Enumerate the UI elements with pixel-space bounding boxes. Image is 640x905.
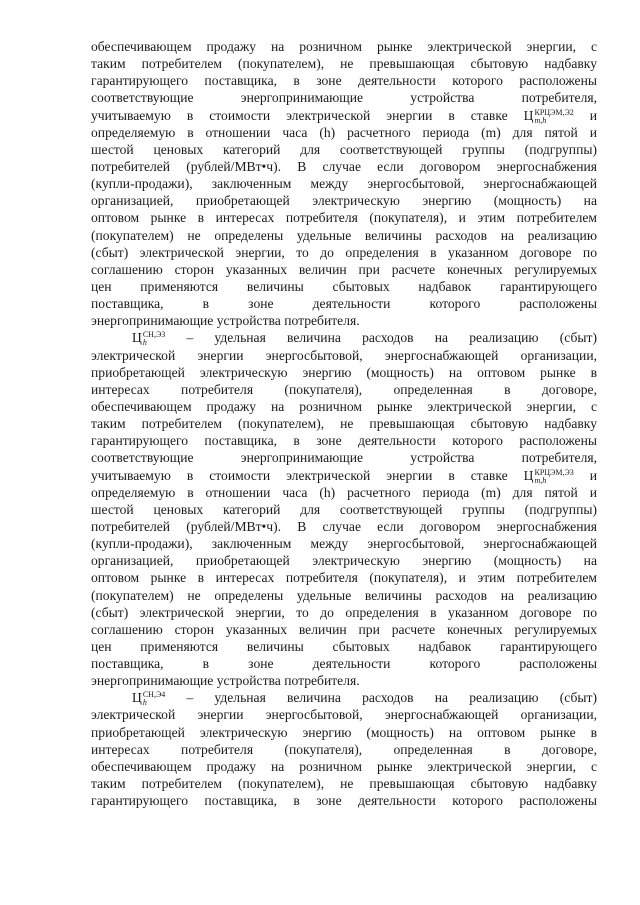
text-line-with-formula: учитываемую в стоимости электрической энергии в ставке Ц КРЦЭМ,Э3 m,h и: [91, 467, 597, 484]
text-line: энергопринимающие устройства потребителя.: [91, 313, 360, 329]
text-line: шестой ценовых категорий для соответствующей группы (подгруппы): [91, 141, 597, 157]
text-line: приобретающей электрическую энергию (мощность) на оптовом рынке в: [91, 364, 597, 380]
formula-symbol: Ц СН,Э4 h: [132, 690, 166, 707]
text-line: таким потребителем (покупателем), не превышающая сбытовую надбавку: [91, 56, 597, 72]
text-line: потребителей (рублей/МВт•ч). В случае если договором энергоснабжения: [91, 518, 597, 534]
text-line: (купли-продажи), заключенным между энергосбытовой, энергоснабжающей: [91, 176, 597, 192]
text-line: гарантирующего поставщика, в зоне деятельности которого расположены: [91, 73, 597, 89]
text-line: приобретающей электрическую энергию (мощность) на оптовом рынке в: [91, 724, 597, 740]
formula-symbol: Ц СН,Э3 h: [132, 330, 166, 347]
paragraph-head-line: Ц СН,Э4 h – удельная величина расходов на реализацию (сбыт): [132, 690, 597, 707]
text-line: (сбыт) электрической энергии, то до определения в указанном договоре по: [91, 604, 597, 620]
text-line-with-formula: учитываемую в стоимости электрической энергии в ставке Ц КРЦЭМ,Э2 m,h и: [91, 107, 597, 124]
text-line: соответствующие энергопринимающие устройства потребителя,: [91, 450, 597, 466]
text-line: оптовом рынке в интересах потребителя (покупателя), и этим потребителем: [91, 570, 597, 586]
text-line: обеспечивающем продажу на розничном рынке электрической энергии, с: [91, 398, 597, 414]
text-line: обеспечивающем продажу на розничном рынке электрической энергии, с: [91, 758, 597, 774]
text-line: соглашению сторон указанных величин при расчете конечных регулируемых: [91, 261, 597, 277]
text-line: таким потребителем (покупателем), не превышающая сбытовую надбавку: [91, 416, 597, 432]
text-line: электрической энергии энергосбытовой, энергоснабжающей организации,: [91, 707, 597, 723]
formula-symbol: Ц КРЦЭМ,Э2 m,h: [523, 107, 574, 124]
text-line: (сбыт) электрической энергии, то до определения в указанном договоре по: [91, 244, 597, 260]
text-line: соглашению сторон указанных величин при расчете конечных регулируемых: [91, 621, 597, 637]
text-line: интересах потребителя (покупателя), определенная в договоре,: [91, 381, 597, 397]
text-line: соответствующие энергопринимающие устройства потребителя,: [91, 90, 597, 106]
text-line: гарантирующего поставщика, в зоне деятельности которого расположены: [91, 433, 597, 449]
text-line: определяемую в отношении часа (h) расчетного периода (m) для пятой и: [91, 484, 597, 500]
text-line: организацией, приобретающей электрическую энергию (мощность) на: [91, 553, 597, 569]
formula-symbol: Ц КРЦЭМ,Э3 m,h: [523, 467, 574, 484]
text-line: электрической энергии энергосбытовой, энергоснабжающей организации,: [91, 347, 597, 363]
text-line: обеспечивающем продажу на розничном рынке электрической энергии, с: [91, 39, 597, 54]
text-line: поставщика, в зоне деятельности которого расположены: [91, 296, 597, 312]
text-line: цен применяются величины сбытовых надбавок гарантирующего: [91, 278, 597, 294]
text-line: энергопринимающие устройства потребителя.: [91, 673, 360, 689]
text-line: оптовом рынке в интересах потребителя (покупателя), и этим потребителем: [91, 210, 597, 226]
document-page: [91, 38, 597, 809]
text-line: шестой ценовых категорий для соответствующей группы (подгруппы): [91, 501, 597, 517]
text-line: гарантирующего поставщика, в зоне деятельности которого расположены: [91, 793, 597, 809]
text-line: таким потребителем (покупателем), не превышающая сбытовую надбавку: [91, 776, 597, 792]
text-line: цен применяются величины сбытовых надбавок гарантирующего: [91, 638, 597, 654]
text-line: интересах потребителя (покупателя), определенная в договоре,: [91, 741, 597, 757]
text-line: поставщика, в зоне деятельности которого расположены: [91, 656, 597, 672]
text-line: организацией, приобретающей электрическую энергию (мощность) на: [91, 193, 597, 209]
text-line: (покупателем) не определены удельные величины расходов на реализацию: [91, 587, 597, 603]
text-line: (покупателем) не определены удельные величины расходов на реализацию: [91, 227, 597, 243]
text-line: (купли-продажи), заключенным между энергосбытовой, энергоснабжающей: [91, 536, 597, 552]
text-line: потребителей (рублей/МВт•ч). В случае если договором энергоснабжения: [91, 158, 597, 174]
paragraph-head-line: Ц СН,Э3 h – удельная величина расходов на реализацию (сбыт): [132, 330, 597, 347]
text-line: определяемую в отношении часа (h) расчетного периода (m) для пятой и: [91, 124, 597, 140]
